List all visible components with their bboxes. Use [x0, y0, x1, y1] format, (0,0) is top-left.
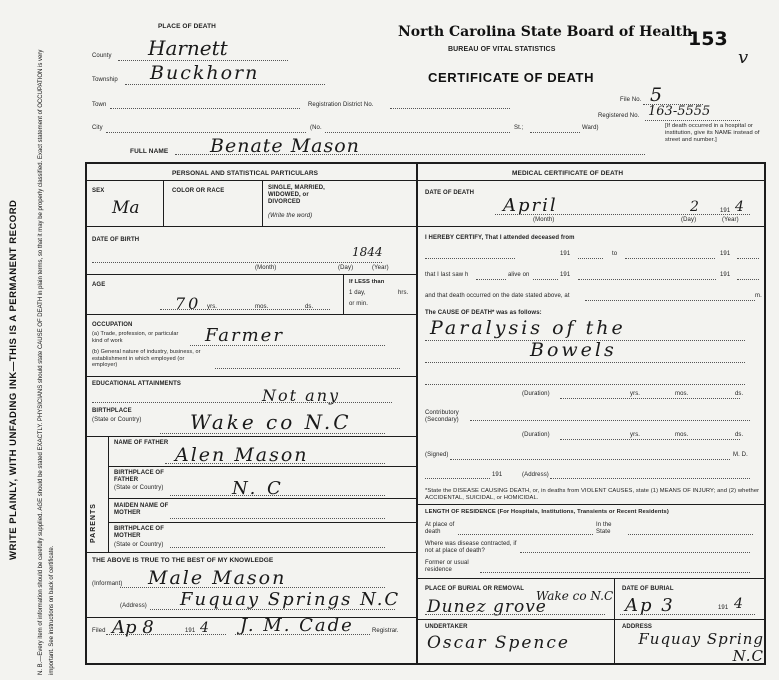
father-name-value: Alen Mason — [175, 444, 309, 466]
cause-line-2: Bowels — [530, 339, 617, 361]
father-birthplace-label: BIRTHPLACE OF FATHER — [114, 470, 164, 483]
filed-year-value: 4 — [200, 620, 209, 636]
hospital-note: [If death occurred in a hospital or institution, give its NAME instead of street and number.] — [665, 123, 760, 143]
birthplace-value: Wake co N.C — [190, 410, 352, 434]
filed-date-value: Ap 8 — [112, 617, 154, 638]
certify-to-label: to — [612, 251, 618, 257]
occupation-label: OCCUPATION — [92, 322, 133, 328]
sex-label: SEX — [92, 188, 105, 194]
death-year-value: 4 — [735, 199, 744, 215]
or-min-label: or min. — [349, 301, 369, 307]
township-value: Buckhorn — [150, 62, 260, 84]
certify-to-year: 191 — [720, 251, 731, 257]
death-month-caption: (Month) — [533, 217, 555, 223]
age-value: 70 — [175, 294, 202, 313]
informant-value: Male Mason — [148, 567, 287, 589]
registered-no-value: 163-5555 — [648, 104, 711, 119]
filed-year-prefix: 191 — [185, 628, 196, 634]
age-mos-label: mos. — [255, 304, 269, 310]
mother-name-label: MAIDEN NAME OF MOTHER — [114, 503, 169, 516]
in-state-label: In the State — [596, 522, 612, 535]
at-place-label: At place of death — [425, 522, 455, 535]
corner-check-mark: v — [738, 47, 749, 68]
undertaker-address-value: Fuquay Spring N.C — [638, 631, 764, 665]
burial-date-label: DATE OF BURIAL — [622, 586, 674, 592]
township-label: Township — [92, 77, 118, 83]
county-value: Harnett — [148, 36, 228, 60]
medical-section-title: MEDICAL CERTIFICATE OF DEATH — [512, 170, 624, 177]
contributory-ds-label: ds. — [735, 432, 744, 438]
mother-birthplace-label: BIRTHPLACE OF MOTHER — [114, 526, 164, 539]
cause-duration-label: (Duration) — [522, 391, 550, 397]
informant-address-value: Fuquay Springs N.C — [180, 589, 401, 610]
street-label: St.; — [514, 125, 524, 131]
informant-label: (Informant) — [92, 581, 123, 587]
occupation-b-label: (b) General nature of industry, business, or establishment in which employed (or employer) — [92, 349, 201, 368]
certify-from-year: 191 — [560, 251, 571, 257]
death-year-prefix: 191 — [720, 208, 731, 214]
cause-yrs-label: yrs. — [630, 391, 641, 397]
physician-address-label: (Address) — [522, 472, 549, 478]
age-yrs-label: yrs. — [207, 304, 218, 310]
ward-label: Ward) — [582, 125, 599, 131]
burial-place-value: Dunez grove — [427, 597, 547, 617]
contributory-yrs-label: yrs. — [630, 432, 641, 438]
dob-year-value: 1844 — [352, 245, 383, 259]
burial-year-prefix: 191 — [718, 605, 729, 611]
certificate-number: 153 — [688, 28, 728, 50]
former-residence-label: Former or usual residence — [425, 560, 469, 573]
registrar-signature: J. M. Cade — [240, 615, 354, 636]
contributory-mos-label: mos. — [675, 432, 689, 438]
age-ds-label: ds. — [305, 304, 314, 310]
certificate-title: CERTIFICATE OF DEATH — [428, 70, 595, 85]
personal-section-title: PERSONAL AND STATISTICAL PARTICULARS — [172, 170, 319, 177]
last-saw-label: that I last saw h — [425, 272, 469, 278]
dob-month-caption: (Month) — [255, 265, 277, 271]
birthplace-label: BIRTHPLACE — [92, 408, 132, 414]
cause-ds-label: ds. — [735, 391, 744, 397]
occupation-a-label: (a) Trade, profession, or particular kind of work — [92, 331, 179, 344]
burial-place-label: PLACE OF BURIAL OR REMOVAL — [425, 586, 525, 592]
filed-label: Filed — [92, 628, 106, 634]
death-day-caption: (Day) — [681, 217, 697, 223]
death-year-caption: (Year) — [722, 217, 739, 223]
undertaker-value: Oscar Spence — [427, 633, 570, 653]
board-title: North Carolina State Board of Health — [398, 24, 693, 40]
dob-day-caption: (Day) — [338, 265, 354, 271]
undertaker-address-label: ADDRESS — [622, 624, 653, 630]
date-of-birth-label: DATE OF BIRTH — [92, 237, 140, 243]
undertaker-label: UNDERTAKER — [425, 624, 468, 630]
file-no-value: 5 — [650, 84, 663, 106]
birthplace-sub-label: (State or Country) — [92, 417, 142, 423]
father-name-label: NAME OF FATHER — [114, 440, 169, 446]
bureau-name: BUREAU OF VITAL STATISTICS — [448, 46, 556, 53]
place-of-death-heading: PLACE OF DEATH — [158, 23, 216, 30]
death-occurred-label: and that death occurred on the date stated above, at — [425, 293, 570, 299]
full-name-value: Benate Mason — [210, 135, 360, 157]
registration-district-label: Registration District No. — [308, 102, 374, 108]
marital-status-label: SINGLE, MARRIED, WIDOWED, or DIVORCED — [268, 185, 325, 205]
marital-note: (Write the word) — [268, 213, 313, 219]
cause-of-death-label: The CAUSE OF DEATH* was as follows: — [425, 310, 542, 316]
hrs-label: hrs. — [398, 290, 409, 296]
parents-label: PARENTS — [90, 503, 97, 543]
informant-address-label: (Address) — [120, 603, 147, 609]
cause-line-1: Paralysis of the — [430, 317, 626, 339]
contributory-duration-label: (Duration) — [522, 432, 550, 438]
education-value: Not any — [262, 386, 341, 405]
cause-mos-label: mos. — [675, 391, 689, 397]
full-name-label: FULL NAME — [130, 148, 169, 155]
certify-line: I HEREBY CERTIFY, That I attended deceased from — [425, 235, 575, 241]
color-race-label: COLOR OR RACE — [172, 188, 225, 194]
signed-year-prefix: 191 — [492, 472, 503, 478]
father-birthplace-value: N. C — [232, 478, 284, 499]
age-label: AGE — [92, 282, 106, 288]
death-month-value: April — [503, 195, 558, 216]
file-no-label: File No. — [620, 97, 642, 103]
cause-footnote: *State the DISEASE CAUSING DEATH, or, in deaths from VIOLENT CAUSES, state (1) MEANS OF INJURY; and (2) whether ACCIDENTAL, SUICIDAL, or HOMICIDAL. — [425, 488, 760, 501]
death-time-m-label: m. — [755, 293, 762, 299]
alive-to-year: 191 — [720, 272, 731, 278]
mother-birthplace-sub-label: (State or Country) — [114, 542, 164, 548]
education-label: EDUCATIONAL ATTAINMENTS — [92, 381, 181, 387]
occupation-value: Farmer — [205, 325, 284, 346]
registrar-label: Registrar. — [372, 628, 399, 634]
county-label: County — [92, 53, 112, 59]
father-birthplace-sub-label: (State or Country) — [114, 485, 164, 491]
sex-value: Ma — [112, 198, 140, 218]
instructions-note: N. B.—Every item of information should be carefully supplied. AGE should be stated EXACTLY. PHYSICIANS should state CAUSE OF DEATH in plain terms, so that it may be properly classified. Exact statement of OCCUPATION is very important. See instructions on back of certificate. — [38, 49, 55, 675]
street-no-label: (No. — [310, 125, 322, 131]
death-day-value: 2 — [690, 199, 699, 215]
city-label: City — [92, 125, 103, 131]
burial-date-value: Ap 3 — [625, 595, 675, 616]
burial-place-extra: Wake co N.C — [536, 589, 614, 603]
signed-label: (Signed) — [425, 452, 449, 458]
dob-year-caption: (Year) — [372, 265, 389, 271]
alive-on-label: alive on — [508, 272, 530, 278]
write-plainly-notice: WRITE PLAINLY, WITH UNFADING INK—THIS IS A PERMANENT RECORD — [8, 199, 19, 560]
where-contracted-label: Where was disease contracted, if not at place of death? — [425, 541, 517, 554]
one-day-label: 1 day, — [349, 290, 366, 296]
contributory-label: Contributory (Secondary) — [425, 410, 459, 423]
town-label: Town — [92, 102, 107, 108]
alive-on-year: 191 — [560, 272, 571, 278]
burial-year-value: 4 — [734, 596, 743, 612]
length-of-residence-label: LENGTH OF RESIDENCE (For Hospitals, Institutions, Transients or Recent Residents) — [425, 509, 669, 515]
if-less-label: If LESS than — [349, 279, 385, 285]
md-label: M. D. — [733, 452, 748, 458]
date-of-death-label: DATE OF DEATH — [425, 190, 475, 196]
registered-no-label: Registered No. — [598, 113, 640, 119]
true-statement: THE ABOVE IS TRUE TO THE BEST OF MY KNOWLEDGE — [92, 557, 274, 564]
